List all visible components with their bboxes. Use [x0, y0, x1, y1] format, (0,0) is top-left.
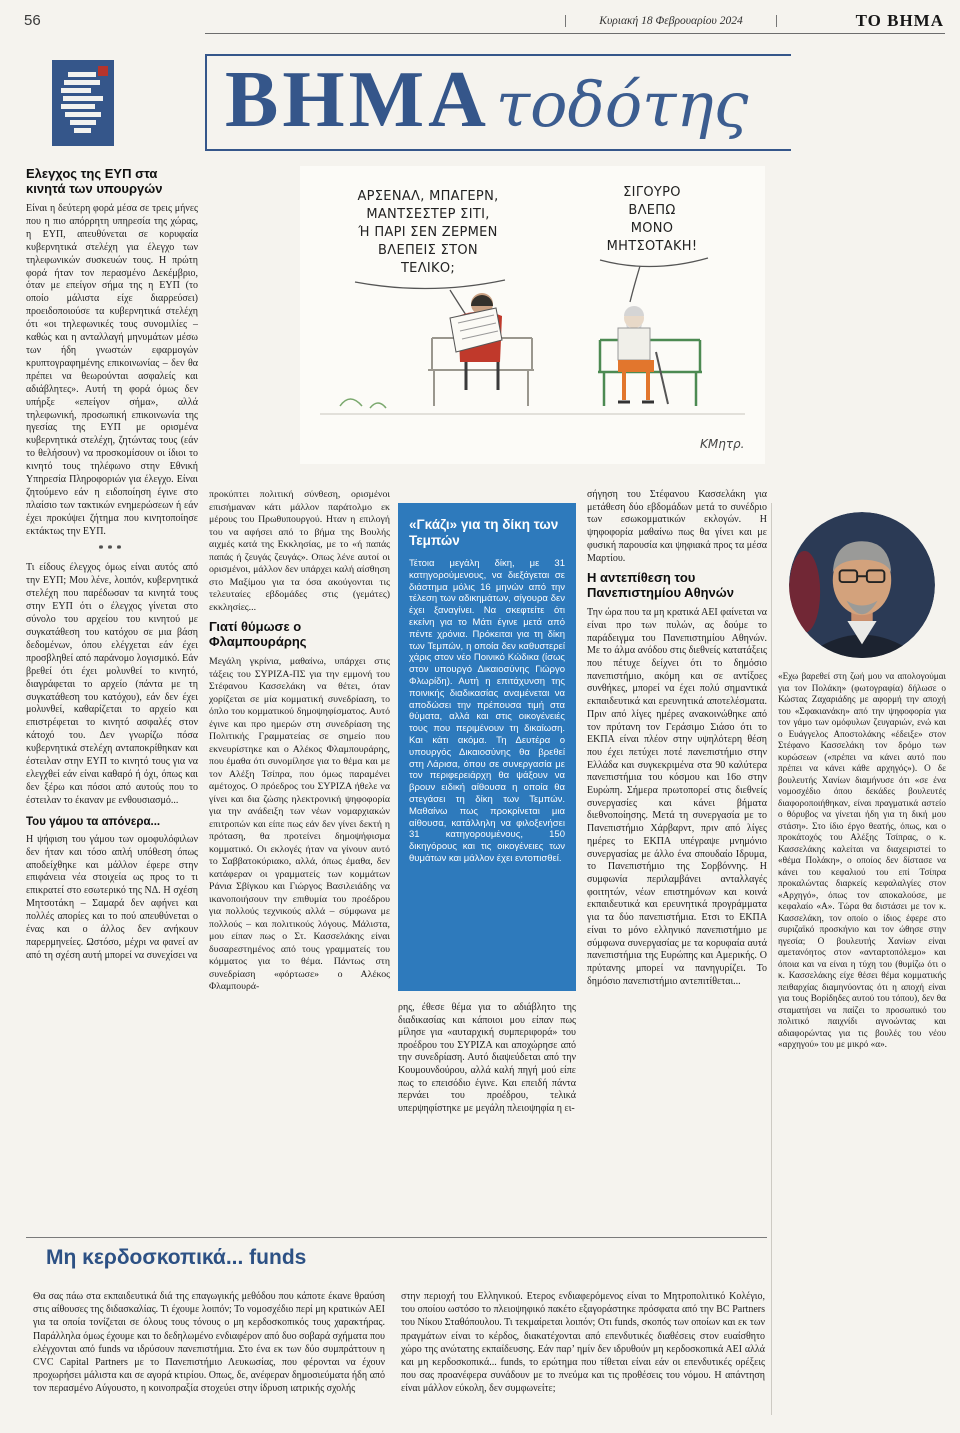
funds-column-right	[401, 1290, 765, 1420]
article-title-gamos: Του γάμου τα απόνερα...	[26, 815, 161, 828]
asterisk-separator: ***	[98, 543, 126, 555]
masthead-title-suffix: τοδότης	[495, 68, 749, 141]
cartoon-figure-left	[428, 293, 534, 406]
svg-text:Ή ΠΑΡΙ ΣΕΝ ΖΕΡΜΕΝ: Ή ΠΑΡΙ ΣΕΝ ΖΕΡΜΕΝ	[358, 225, 498, 240]
svg-text:ΜΗΤΣΟΤΑΚΗ!: ΜΗΤΣΟΤΑΚΗ!	[606, 239, 698, 254]
highlight-box-body: Τέτοια μεγάλη δίκη, με 31 κατηγορούμενους, να διεξάγεται σε διάστημα μόλις 16 μηνών από την τέλεση των αδικημάτων, σίγουρα δεν έχει ξαναγίνει. Να σκεφτείτε ότι εκείνη για το Μάτι έγινε μετά από πέντε χρόνια. Πρόκειται για τη δίκη των Τεμπών, η οποία δεν καθυστερεί χάρις στον νέο Ποινικό Κώδικα (ίσως στον υπουργό Δικαιοσύνης Γιώργο Φλωρίδη). Αυτή η επιτάχυνση της ποινικής διαδικασίας αναμένεται να αποδώσει την πρέπουσα τιμή στα θύματα, αλλά και στις οικογένειές τους που περιμένουν τη δικαίωση. Και κάτι ακόμα. Τη Δευτέρα ο υπουργός Δικαιοσύνης θα βρεθεί στη Λάρισα, όπου σε συνεργασία με τον περιφερειάρχη θα ψάξουν να βρουν ειδική αίθουσα η οποία θα στεγάσει τη δίκη των Τεμπών. Μαθαίνω πως προκρίνεται μια αίθουσα, κατάλληλη να φιλοξενήσει 31 κατηγορουμένους, 150 δικηγόρους και τις οικογένειες των θυμάτων και μάλλον έχει εντοπισθεί.	[409, 558, 565, 864]
masthead-title-main: ΒΗΜΑ	[225, 56, 490, 144]
cartoonist-signature: ΚΜητρ.	[700, 437, 745, 451]
section-masthead	[205, 54, 791, 151]
svg-text:ΒΛΕΠΩ: ΒΛΕΠΩ	[628, 203, 676, 218]
article-paragraph: προκύπτει πολιτική σύνθεση, ορισμένοι επισήμαναν κάτι μάλλον παράτολμο εκ μέρους του Πρωθυπουργού. Ηταν η επιλογή του να αφήσει από το βήμα της Βουλής αιχμές κατά της Εκκλησίας, με το «ή παπάς παπάς ή ζευγάς ζευγάς». Οπως λένε αυτοί οι ορισμένοι, μάλλον δεν υπάρχει καλή αίσθηση στο Μαξίμου για τα όσα ακούγονται τις τελευταίες εβδομάδες στις (γεμάτες) εκκλησίες...	[209, 489, 390, 613]
column-divider	[771, 503, 772, 1415]
svg-text:ΑΡΣΕΝΑΛ, ΜΠΑΓΕΡΝ,: ΑΡΣΕΝΑΛ, ΜΠΑΓΕΡΝ,	[357, 189, 499, 204]
svg-text:ΜΟΝΟ: ΜΟΝΟ	[630, 221, 674, 236]
highlight-box-title: «Γκάζι» για τη δίκη των Τεμπών	[409, 517, 559, 548]
speech-bubble-right	[600, 185, 708, 302]
newspaper-name: ΤΟ ΒΗΜΑ	[855, 11, 944, 30]
article-paragraph: ρης, έθεσε θέμα για το αδιάβλητο της διαδικασίας και κάποιοι μου είπαν πως μίλησε για «αυταρχική συμπεριφορά» του προέδρου του ΣΥΡΙΖΑ και αποχώρησε από την συνεδρίαση. Αυτό διαψεύδεται από την Κουμουνδούρου, αλλά καλή πηγή μού είπε πως το επεισόδιο έγινε. Και επειδή πάντα περνάει του προέδρου, τελικά υπερψηφίστηκε με μεγάλη πλειοψηφία η ει-	[398, 1002, 576, 1114]
politician-photo	[789, 512, 935, 658]
article-title-flampouraris: Γιατί θύμωσε ο Φλαμπουράρης	[209, 619, 307, 649]
column-eyp	[26, 166, 198, 1230]
article-paragraph: Την ώρα που τα μη κρατικά ΑΕΙ φαίνεται να είναι προ των πυλών, ας δούμε το παράδειγμα του Πανεπιστημίου Αθηνών. Με το άλμα ανόδου στις διεθνείς κατατάξεις που πέτυχε δείχνει ότι το δημόσιο πανεπιστήμιο, ακόμη και σε αντίξοες συνθήκες, μπορεί να έχει πολύ σημαντικά εκπαιδευτικά και ερευνητικά αποτελέσματα. Πριν από λίγες ημέρες ανακοινώθηκε από τον πρύτανη τον Γεράσιμο Σιάσο ότι το ΕΚΠΑ είναι πλέον στην υψηλότερη θέση που έχει πετύχει ποτέ πανεπιστήμιο στην Ελλάδα και συγκεκριμένα στα 90 καλύτερα πανεπιστήμια του κόσμου και 16ο στην Ευρώπη. Σήμερα πρωτοπορεί στις διεθνείς συνεργασίες και κάνει βήματα διεθνοποίησης. Μετά τη συνεργασία με το Πανεπιστήμιο Χάρβαρντ, πριν από λίγες ημέρες το ΕΚΠΑ υπέγραψε μνημόνιο συνεργασίας με άλλο ένα σπουδαίο Ιδρυμα, το Πανεπιστήμιο της Σορβόννης. Η συμφωνία περιλαμβάνει ανταλλαγές φοιτητών, νέων επιστημόνων και κοινά εκπαιδευτικά και ερευνητικά προγράμματα για τα δύο πανεπιστήμια. Ετσι το ΕΚΠΑ είναι το μόνο ελληνικό πανεπιστήμιο με σύμφωνα συνεργασίας με τα κορυφαία αυτά πανεπιστήμια της Ευρώπης και Αμερικής. Ο πρύτανης μπορεί να πανηγυρίζει. Το δημόσιο πανεπιστήμιο αντεπιτίθεται...	[587, 607, 767, 987]
column-three-continuation	[398, 1002, 576, 1230]
editorial-cartoon	[300, 166, 765, 464]
funds-section-rule	[26, 1237, 767, 1238]
svg-text:ΜΑΝΤΣΕΣΤΕΡ ΣΙΤΙ,: ΜΑΝΤΣΕΣΤΕΡ ΣΙΤΙ,	[366, 207, 490, 222]
column-university	[587, 489, 767, 1230]
article-title-uoa: Η αντεπίθεση του Πανεπιστημίου Αθηνών	[587, 570, 734, 601]
article-title-eyp: Ελεγχος της ΕΥΠ στα κινητά των υπουργών	[26, 166, 163, 196]
funds-column-left	[33, 1290, 385, 1420]
article-paragraph: Θα σας πάω στα εκπαιδευτικά διά της επαγωγικής μεθόδου που κάποτε έκανε θραύση στις αίθουσες της διδασκαλίας. Τι έχουμε λοιπόν; Το νομοσχέδιο περί μη κρατικών ΑΕΙ για τα οποία τονίζεται σε όλους τους τόνους ο μη κερδοσκοπικός τους χαρακτήρας. Παράλληλα όμως έχουμε και το δεδηλωμένο ενδιαφέρον από δυο σοβαρά σχήματα που ελέγχονται από funds να ιδρύσουν πανεπιστήμια. Στο ένα εκ των δύο συμπράττουν η CVC Capital Partners με το Πανεπιστήμιο Λευκωσίας, που φέρονται να έχουν προχωρήσει μάλιστα και σε αγορά κτιρίου. Οπως, δε, ανέφεραν δημοσιεύματα ήδη από τον περασμένο Αύγουστο, η κοινοπραξία στοχεύει στην ίδρυση ιατρικής σχολής	[33, 1291, 385, 1395]
column-right	[778, 512, 946, 1416]
article-paragraph: στην περιοχή του Ελληνικού. Ετερος ενδιαφερόμενος είναι το Μητροπολιτικό Κολέγιο, του οποίου ωστόσο το πλειοψηφικό πακέτο εξαγοράστηκε πρόσφατα από την BC Partners του Νίκου Σταθόπουλου. Τι τεκμαίρεται λοιπόν; Οτι funds, σκοπός των οποίων και εκ των πραγμάτων είναι το κέρδος, διακατέχονται από επενδυτικές διαθέσεις στον ευαίσθητο χώρο της ανώτατης εκπαίδευσης. Εάν παρ’ ημίν δεν ιδρυθούν μη κερδοσκοπικά ΑΕΙ αλλά και μη κερδοσκοπικά... funds, το ερώτημα που τίθεται είναι εάν οι επενδυτικές ορέξεις που σας προανέφερα συνάδουν με το πνεύμα και τις προθέσεις του νόμου. Η απάντηση είναι μάλλον εύκολη, δεν συμφωνείτε;	[401, 1291, 765, 1395]
edition-date: Κυριακή 18 Φεβρουαρίου 2024	[565, 15, 777, 27]
svg-text:ΤΕΛΙΚΟ;: ΤΕΛΙΚΟ;	[400, 261, 456, 276]
column-flampouraris	[209, 489, 390, 1230]
svg-text:ΒΛΕΠΕΙΣ ΣΤΟΝ: ΒΛΕΠΕΙΣ ΣΤΟΝ	[378, 243, 478, 258]
article-paragraph: Είναι η δεύτερη φορά μέσα σε τρεις μήνες που η πιο απόρρητη υπηρεσία της χώρας, η ΕΥΠ, απευθύνεται σε κορυφαία κυβερνητικά στελέχη για έλεγχο των τηλεφωνικών συσκευών τους. Η πρώτη φορά ήταν τον περασμένο Δεκέμβριο, όταν με επείγον σήμα της η ΕΥΠ (το οποίο μάλιστα είχε διαρρεύσει) προειδοποιούσε τα κυβερνητικά στελέχη ότι «οι τηλεφωνικές τους συνομιλίες – καθώς και η ανταλλαγή μηνυμάτων μέσω των ήδη γνωστών εφαρμογών κρυπτογραφημένης επικοινωνίας – δεν θα πρέπει να θεωρούνται ασφαλείς και αδιάβλητες». Αυτή τη φορά όμως δεν υπήρξε «επείγον σήμα», αλλά τηλεφωνική, προσωπική επικοινωνία της ηγεσίας της ΕΥΠ με ορισμένα κυβερνητικά στελέχη, ζητώντας τους (εάν το θελήσουν) να προσκομίσουν οι ίδιοι το κινητό τους τηλέφωνο στην Εθνική Υπηρεσία Πληροφοριών για έλεγχο. Είναι ζητούμενο εάν η ειδοποίηση έγινε στο πλαίσιο των τακτικών ενημερώσεων ή εάν έχει προκύψει ζήτημα που κινητοποίησε εκτάκτως την ΕΥΠ.	[26, 203, 198, 537]
header-rule	[205, 33, 945, 34]
article-paragraph: Η ψήφιση του γάμου των ομοφυλόφιλων δεν ήταν και τόσο απλή υπόθεση όπως αποδείχθηκε και μάλλον έφερε στην επιφάνεια νέα στοιχεία ως προς το τι επικρατεί στο εσωτερικό της ΝΔ. Η σχέση Μητσοτάκη – Σαμαρά δεν αφήνει και πολλές απορίες και το πού απευθύνεται ο ένας και ο άλλος δεν ανήκουν παρερμηνείες. Ωστόσο, μέχρι να φανεί αν από τη σχέση αυτή μπορεί να συνεχίσει να	[26, 833, 198, 961]
article-paragraph: «Εχω βαρεθεί στη ζωή μου να απολογούμαι για τον Πολάκη» (φωτογραφία) δήλωσε ο Κώστας Ζαχαριάδης με αφορμή την αποχή του «Σφακιανάκη» από την ψηφοφορία για τον γάμο των ομόφυλων ζευγαριών, ενώ και ο Ευάγγελος Αποστολάκης «έδειξε» στον Στέφανο Κασσελάκη τον δρόμο των κυρώσεων («πρέπει να κάνει αυτό που πρέπει να κάνει κάθε αρχηγός»). Ο δε βουλευτής Χανίων διαμήνυσε ότι «σε ένα νομοσχέδιο όπου δεκάδες βουλευτές διαφοροποιήθηκαν, είναι πραγματικά αστείο ο θόρυβος να γίνεται ήδη για τη δική μου στάση». Στο ίδιο έργο θεατής, όπως, και ο προκάτοχός του Αλέξης Τσίπρας, ο κ. Κασσελάκης καλείται να διαχειριστεί το «θέμα Πολάκη», ο οποίος δεν δίστασε να κάνει του κεφαλιού του επί Τσίπρα προκαλώντας διαρκείς κεφαλαλγίες στον «Αρχηγό», όπως τον αποκαλούσε, με κεφαλαίο «Α». Τώρα θα διστάσει με τον κ. Κασσελάκη, τον οποίο ο ίδιος έφερε στο συριζαϊκό προσκήνιο και τον ώθησε στην ηγεσία; Ο βουλευτής Χανίων είναι αμετανόητος στον «ανταρτοπόλεμο» και όποια και να είναι η τύχη του (θυμίζω ότι ο κ. Κασσελάκης είχε θέσει θέμα κομματικής πειθαρχίας διαμηνύοντας ότι η αποχή είναι για τους Βορίδηδες αυτού του τόπου), δεν θα σταματήσει να παίζει το προσωπικό του πολιτικό παιχνίδι αγνοώντας και αδιαφορώντας για τις βουλές του νέου «αρχηγού» του με μικρό «α».	[778, 671, 946, 1049]
svg-text:ΣΙΓΟΥΡΟ: ΣΙΓΟΥΡΟ	[623, 185, 681, 200]
article-paragraph: Μεγάλη γκρίνια, μαθαίνω, υπάρχει στις τάξεις του ΣΥΡΙΖΑ-ΠΣ για την εμμονή του Στέφανου Κασσελάκη να θέτει, όταν χορίζεται σε μία κομματική συνεδρίαση, το όπλο του κομματικού δημοψηφίσματος. Αυτό έγινε και προ ημερών στη συνεδρίαση της Πολιτικής Γραμματείας σε σημείο που εκνευρίστηκε και ο Αλέκος Φλαμπουράρης, που έμαθα ότι συνομίλησε για το θέμα και με τον Αλέξη Τσίπρα, που όμως παραμένει αμέτοχος. Ο πρόεδρος του ΣΥΡΙΖΑ ήθελε να γίνει και δια ζώσης ηλεκτρονική ψηφοφορία για την ανάδειξη των νέων νομαρχιακών επιτροπών και είπε πως εάν δεν γίνει δεκτή η πρόταση, θα προτείνει δημοψήφισμα κομματικό. Οι εκλογές ήταν να γίνουν αυτό το Σαββατοκύριακο, αλλά, όπως έμαθα, δεν κατάφεραν οι γραμματείς των κομμάτων Ράνια Σβίγκου και Γιώργος Βασιλειάδης να ικανοποιήσουν την επιθυμία του προέδρου για πολλούς τεχνικούς αλλά – σύμφωνα με πολλούς – και πολιτικούς λόγους. Μάλιστα, μου είπαν πως ο Στ. Κασσελάκης είναι δυσαρεστημένος από τους γραμματείς του κόμματος για το θέμα. Πάντως στη συνεδρίαση «φόρτωσε» ο Αλέκος Φλαμπουρά-	[209, 656, 390, 992]
cartoon-figure-right	[598, 306, 702, 406]
highlight-box-tempi	[398, 503, 576, 991]
page-number: 56	[24, 12, 41, 29]
article-paragraph: σήγηση του Στέφανου Κασσελάκη για μετάθεση δύο εβδομάδων μετά το συνέδριο των εσωκομματικών εκλογών. Η ψηφοφορία μαθαίνω πως θα γίνει και με φυσική παρουσία και ψηφιακά προς τα μέσα Μαρτίου.	[587, 489, 767, 564]
funds-section-title: Μη κερδοσκοπικά... funds	[46, 1246, 307, 1269]
article-paragraph: Τι είδους έλεγχος όμως είναι αυτός από την ΕΥΠ; Μου λένε, λοιπόν, κυβερνητικά στελέχη που παρέδωσαν τα κινητά τους στην ΕΥΠ ότι ο έλεγχος γίνεται στο σύνολο του αρχείου του κινητού με συγκατάθεση του κατόχου σε μια βάση δεδομένων, όπου ελέγχεται εάν έχει προσβληθεί από παράνομο λογισμικό. Εάν βρεθεί ότι έχει μολυνθεί το κινητό, διαγράφεται το αρχείο (πάντα με τη συγκατάθεση του κατόχου), εάν δεν έχει μολυνθεί, καθαρίζεται το αρχείο και επιστρέφεται το κινητό ασφαλές στον κάτοχό του. Δεν γνωρίζω πόσα κυβερνητικά στελέχη ανταποκρίθηκαν και έστειλαν στην ΕΥΠ το κινητό τους για να ελεγχθεί εάν είναι καθαρό ή όχι, όπως και δεν ξέρω και πόσοι από αυτούς που το έστειλαν το έκαναν με ενθουσιασμό...	[26, 562, 198, 806]
vima-head-logo	[52, 60, 114, 146]
